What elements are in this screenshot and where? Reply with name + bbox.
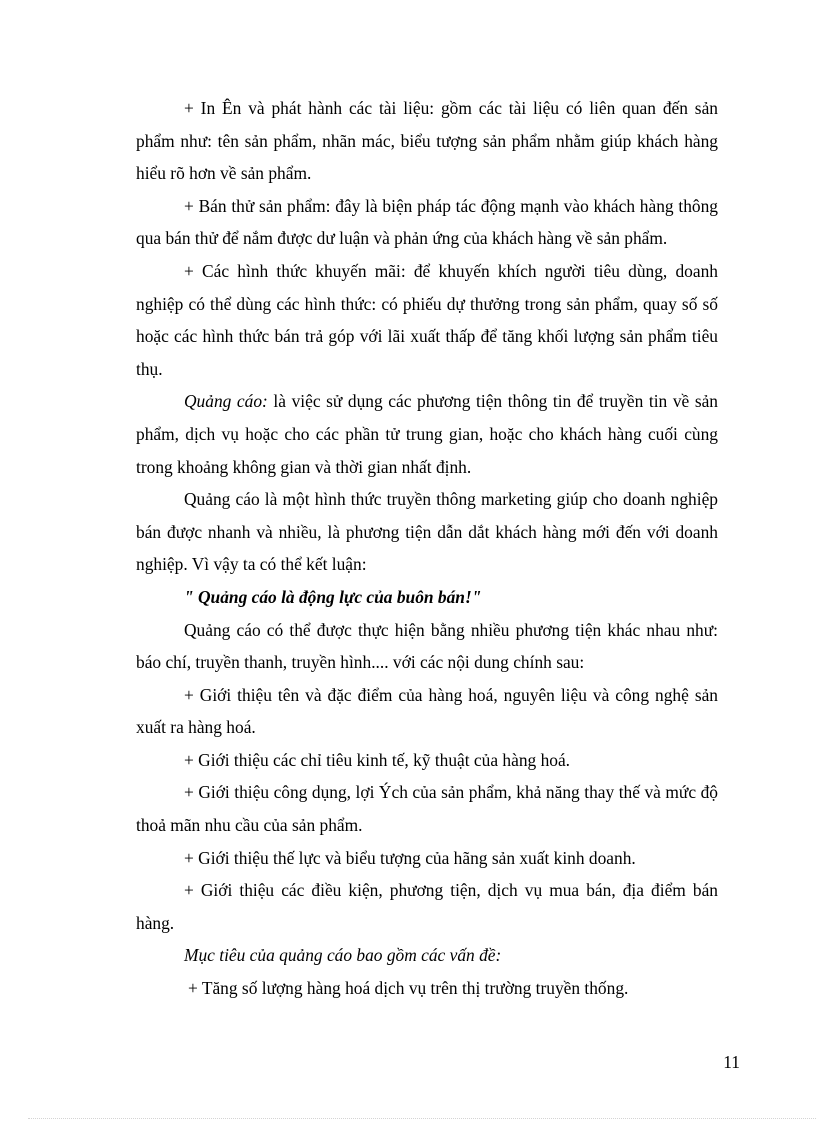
paragraph-gioi-thieu-cong-dung: + Giới thiệu công dụng, lợi Ých của sản phẩm, khả năng thay thế và mức độ thoả mãn nhu cầu của sản phẩm. bbox=[136, 782, 718, 836]
section-heading-muc-tieu: Mục tiêu của quảng cáo bao gồm các vấn đề: bbox=[184, 945, 502, 966]
paragraph-in-an-tai-lieu: + In Ên và phát hành các tài liệu: gồm các tài liệu có liên quan đến sản phẩm như: tên sản phẩm, nhãn mác, biểu tượng sản phẩm nhằm giúp khách hàng hiểu rõ hơn về sản phẩm. bbox=[136, 98, 718, 184]
paragraph-gioi-thieu-the-luc: + Giới thiệu thế lực và biểu tượng của hãng sản xuất kinh doanh. bbox=[184, 847, 636, 868]
paragraph-phuong-tien: Quảng cáo có thể được thực hiện bằng nhiều phương tiện khác nhau như: báo chí, truyền thanh, truyền hình.... với các nội dung chính sau: bbox=[136, 619, 718, 673]
page-number: 11 bbox=[723, 1052, 740, 1072]
paragraph-khuyen-mai: + Các hình thức khuyến mãi: để khuyến khích người tiêu dùng, doanh nghiệp có thể dùng các hình thức: có phiếu dự thưởng trong sản phẩm, quay số số hoặc các hình thức bán trả góp với lãi xuất thấp để tăng khối lượng sản phẩm tiêu thụ. bbox=[136, 260, 718, 379]
quote-line bbox=[136, 581, 718, 614]
quang-cao-definition-text: là việc sử dụng các phương tiện thông tin để truyền tin về sản phẩm, dịch vụ hoặc cho các phần tử trung gian, hoặc cho khách hàng cuối cùng trong khoảng không gian và thời gian nhất định. bbox=[136, 391, 719, 477]
body-text bbox=[136, 92, 718, 1005]
quote-text: " Quảng cáo là động lực của buôn bán!" bbox=[184, 586, 482, 607]
paragraph-gioi-thieu-dieu-kien: + Giới thiệu các điều kiện, phương tiện, dịch vụ mua bán, địa điểm bán hàng. bbox=[136, 880, 718, 933]
term-quang-cao: Quảng cáo: bbox=[184, 391, 268, 412]
footer-divider bbox=[28, 1118, 816, 1119]
paragraph-gioi-thieu-chi-tieu: + Giới thiệu các chỉ tiêu kinh tế, kỹ thuật của hàng hoá. bbox=[184, 749, 571, 770]
paragraph-quang-cao-marketing: Quảng cáo là một hình thức truyền thông marketing giúp cho doanh nghiệp bán được nhanh và nhiều, là phương tiện dẫn dắt khách hàng mới đến với doanh nghiệp. Vì vậy ta có thể kết luận: bbox=[136, 489, 718, 575]
paragraph-quang-cao-definition bbox=[136, 385, 718, 483]
paragraph-gioi-thieu-ten: + Giới thiệu tên và đặc điểm của hàng hoá, nguyên liệu và công nghệ sản xuất ra hàng hoá. bbox=[136, 684, 718, 738]
paragraph-tang-so-luong: + Tăng số lượng hàng hoá dịch vụ trên thị trường truyền thống. bbox=[188, 978, 629, 999]
paragraph-ban-thu-san-pham: + Bán thử sản phẩm: đây là biện pháp tác động mạnh vào khách hàng thông qua bán thử để nắm được dư luận và phản ứng của khách hàng về sản phẩm. bbox=[136, 195, 718, 249]
